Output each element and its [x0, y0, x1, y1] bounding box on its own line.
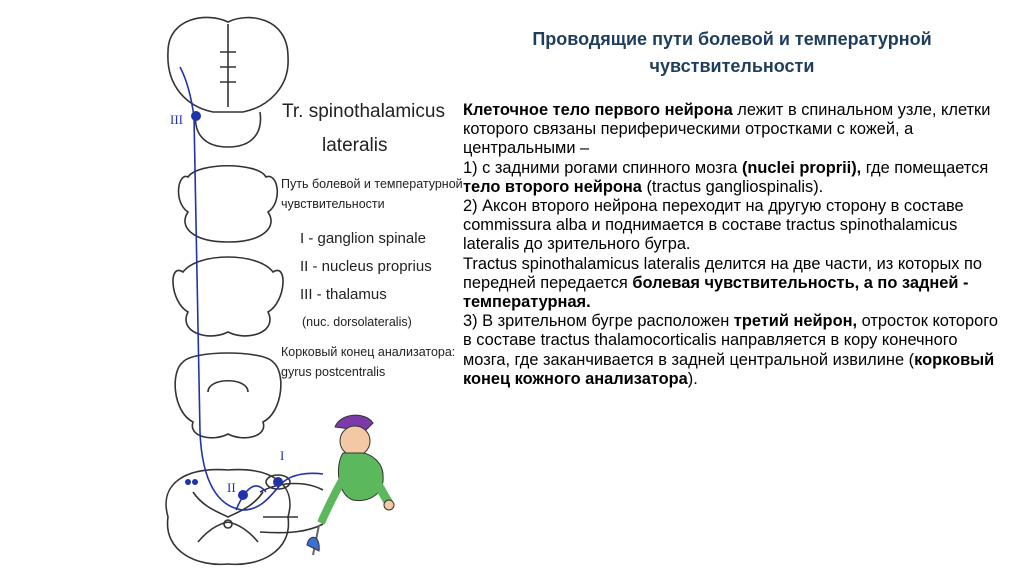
medulla-section [173, 257, 283, 336]
slide-title-line2: чувствительности [649, 56, 815, 76]
thalamus-neuron-marker [191, 111, 201, 121]
second-neuron-b: где помещается [861, 158, 989, 177]
third-neuron-bold: третий нейрон, [733, 312, 858, 331]
midbrain-section [195, 112, 260, 147]
roman-label-i: I [280, 448, 285, 463]
second-neuron-a: 1) с задними рогами спинного мозга [463, 158, 742, 177]
tract-name-line2: lateralis [322, 135, 388, 156]
second-neuron-c: (tractus gangliospinalis). [641, 177, 824, 196]
nucleus-proprius-marker [238, 490, 248, 500]
third-neuron-a: 3) В зрительном бугре расположен [463, 312, 734, 331]
description-text [463, 101, 998, 389]
tract-division-a: Tractus spinothalamicus lateralis делится на две части, из которых по передней передается [463, 254, 983, 292]
legend-item-ii: II - nucleus proprius [300, 258, 432, 275]
legend-item-iii: III - thalamus [300, 286, 387, 303]
legend-cortex-line2: gyrus postcentralis [281, 365, 386, 379]
paragraph-third-neuron [463, 312, 998, 389]
pons-section [179, 166, 278, 242]
paragraph-axon: 2) Аксон второго нейрона переходит на другую сторону в составе commissura alba и поднимается в составе tractus spinothalamicus lateralis до зрительного бугра. [463, 197, 964, 254]
lower-medulla-section [175, 353, 281, 438]
paragraph-first-neuron [463, 101, 998, 159]
tract-division-bold: болевая чувствительность, а по задней - температурная. [463, 273, 969, 312]
cartoon-person-illustration [305, 405, 415, 565]
slide-title-line1: Проводящие пути болевой и температурной [532, 29, 932, 49]
third-neuron-b: отросток которого в составе tractus thalamocorticalis направляется в кору конечного мозга, где заканчивается в задней центральной извилине ( [463, 312, 998, 369]
slide-title [458, 26, 1006, 80]
nuclei-proprii-bold: (nuclei proprii), [741, 158, 862, 177]
paragraph-second-neuron [463, 159, 998, 197]
ganglion-marker [273, 477, 283, 487]
legend-cortex-line1: Корковый конец анализатора: [281, 345, 456, 359]
roman-label-iii: III [170, 112, 183, 127]
second-neuron-body-bold: тело второго нейрона [463, 177, 642, 196]
cortex-end-bold: корковый конец кожного анализатора [463, 350, 995, 388]
legend-item-i: I - ganglion spinale [300, 230, 426, 247]
paragraph-tract-division [463, 255, 998, 313]
third-neuron-c: ). [687, 369, 698, 388]
legend-title-line1: Путь болевой и температурной [281, 177, 463, 191]
tract-name-line1: Tr. spinothalamicus [282, 101, 445, 122]
roman-label-ii: II [227, 480, 236, 495]
legend-item-iii-note: (nuc. dorsolateralis) [302, 315, 412, 329]
first-neuron-bold: Клеточное тело первого нейрона [463, 101, 733, 119]
first-neuron-rest: лежит в спинальном узле, клетки которого связаны периферическими отростками с кожей, а центральными – [463, 101, 991, 158]
legend-title-line2: чувствительности [281, 197, 385, 211]
